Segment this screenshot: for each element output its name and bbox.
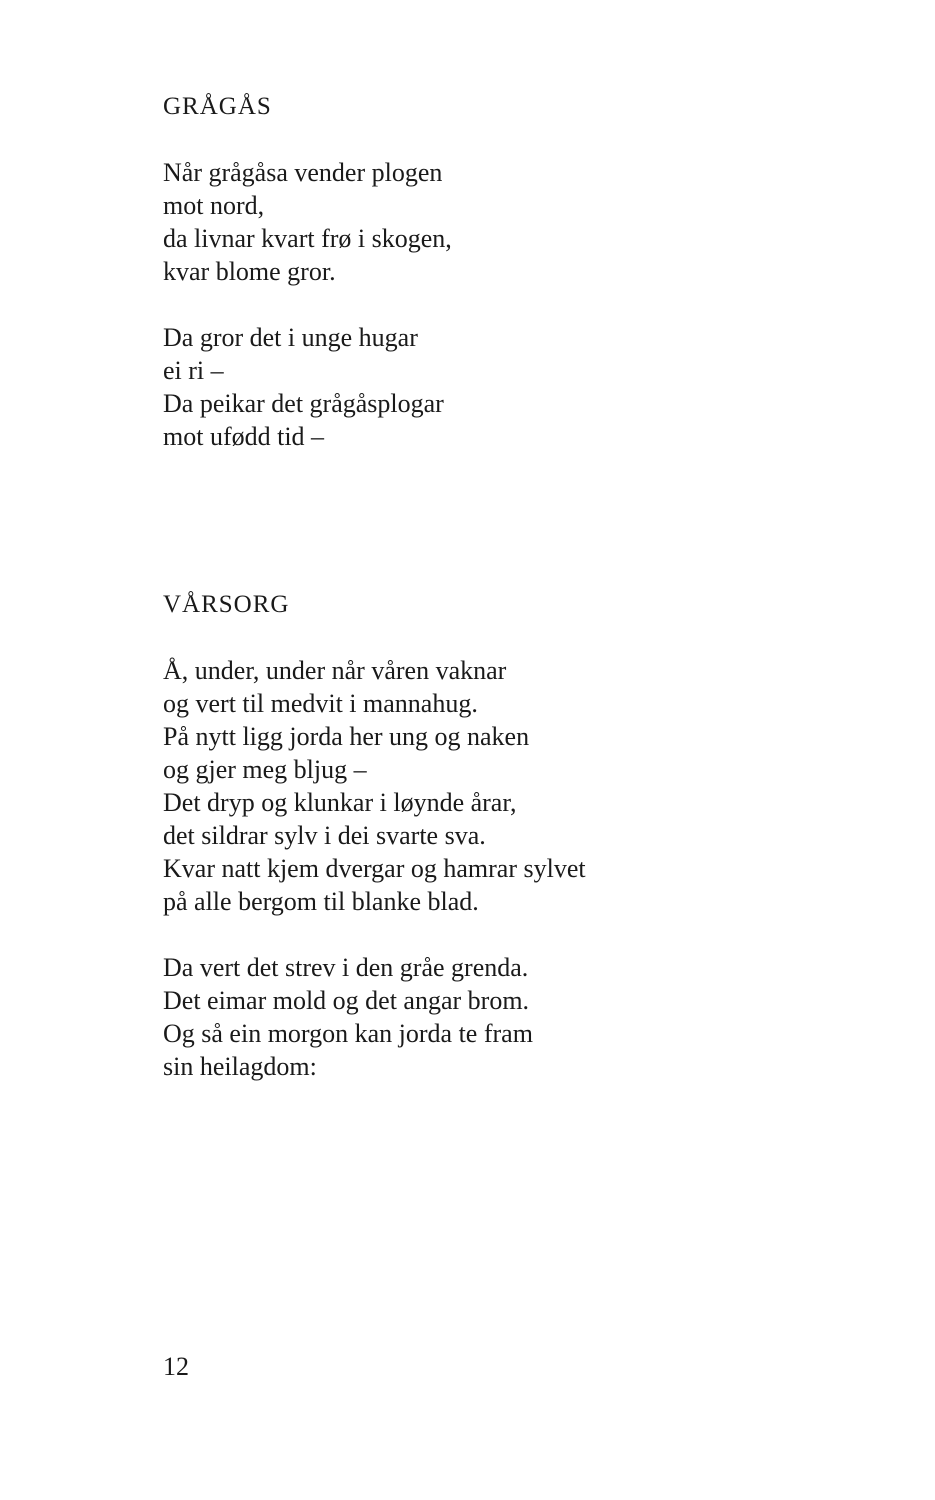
poem-gragas xyxy=(163,90,783,453)
verse-line: Kvar natt kjem dvergar og hamrar sylvet xyxy=(163,854,586,883)
page-number: 12 xyxy=(163,1352,189,1381)
poem-title: VÅRSORG xyxy=(163,591,290,618)
poem-varsorg xyxy=(163,588,783,1083)
stanza xyxy=(163,321,783,453)
verse-line: Når grågåsa vender plogen xyxy=(163,158,443,187)
verse-line: Da gror det i unge hugar xyxy=(163,323,418,352)
verse-line: da livnar kvart frø i skogen, xyxy=(163,224,452,253)
stanza xyxy=(163,654,783,918)
verse-line: mot nord, xyxy=(163,191,265,220)
verse-line: på alle bergom til blanke blad. xyxy=(163,887,479,916)
verse-line: Da peikar det grågåsplogar xyxy=(163,389,444,418)
verse-line: mot ufødd tid – xyxy=(163,422,325,451)
stanza xyxy=(163,951,783,1083)
verse-line: Da vert det strev i den gråe grenda. xyxy=(163,953,529,982)
verse-line: Det dryp og klunkar i løynde årar, xyxy=(163,788,517,817)
verse-line: det sildrar sylv i dei svarte sva. xyxy=(163,821,486,850)
verse-line: og vert til medvit i mannahug. xyxy=(163,689,478,718)
verse-line: og gjer meg bljug – xyxy=(163,755,367,784)
verse-line: På nytt ligg jorda her ung og naken xyxy=(163,722,530,751)
verse-line: Å, under, under når våren vaknar xyxy=(163,656,507,685)
verse-line: Og så ein morgon kan jorda te fram xyxy=(163,1019,533,1048)
verse-line: ei ri – xyxy=(163,356,224,385)
stanza xyxy=(163,156,783,288)
poem-title: GRÅGÅS xyxy=(163,93,272,120)
verse-line: kvar blome gror. xyxy=(163,257,336,286)
verse-line: Det eimar mold og det angar brom. xyxy=(163,986,530,1015)
verse-line: sin heilagdom: xyxy=(163,1052,317,1081)
